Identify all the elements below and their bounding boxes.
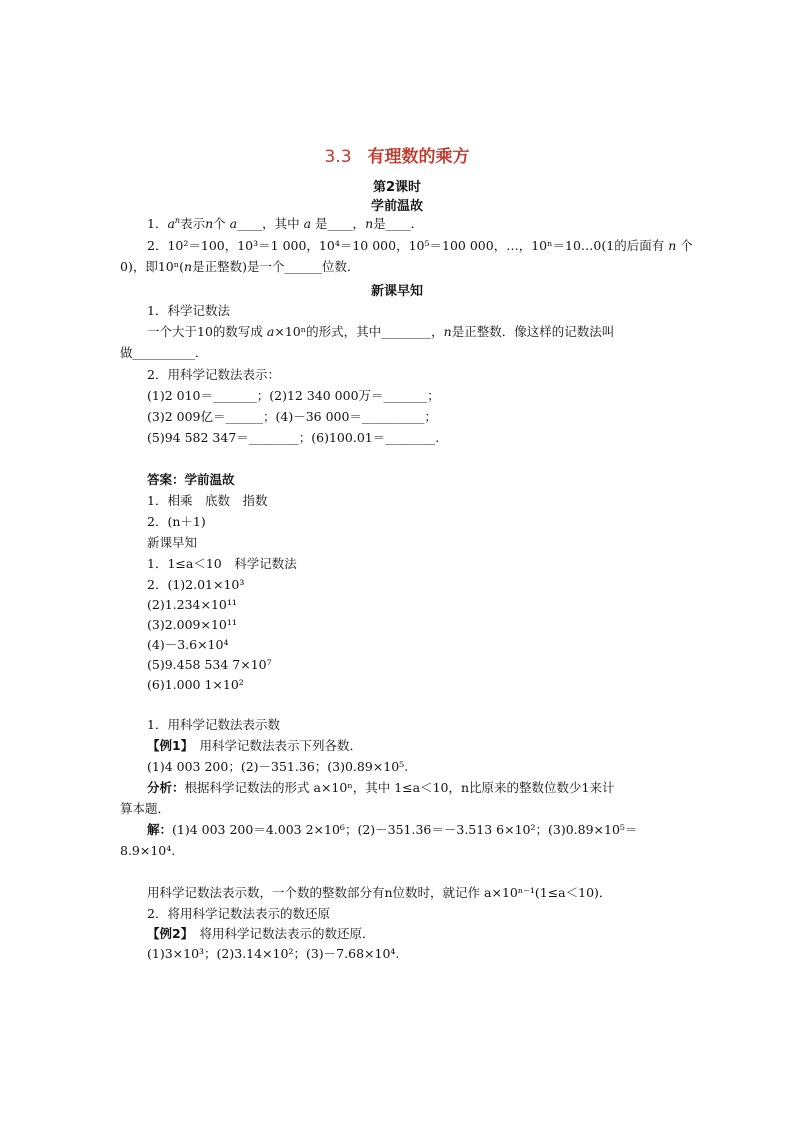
section-number: 3.3 <box>324 147 352 167</box>
answer-new-1: 1．1≤a＜10 科学记数法 <box>147 556 297 571</box>
answer-new-2-6: (6)1.000 1×10² <box>147 677 244 692</box>
answer-new-2-5: (5)9.458 534 7×10⁷ <box>147 657 272 672</box>
answer-new-2-1: 2．(1)2.01×10³ <box>147 577 245 592</box>
lesson-subtitle: 第2课时 <box>372 180 422 195</box>
knowledge-1-heading: 1．科学记数法 <box>147 303 230 318</box>
example-1-items: (1)4 003 200；(2)－351.36；(3)0.89×10⁵. <box>147 759 409 774</box>
knowledge-2-row-3: (5)94 582 347＝________；(6)100.01＝________. <box>147 430 440 445</box>
answer-new-2-2: (2)1.234×10¹¹ <box>147 597 237 612</box>
knowledge-2-row-1: (1)2 010＝_______；(2)12 340 000万＝_______； <box>147 388 440 403</box>
example-section-2-heading: 2．将用科学记数法表示的数还原 <box>147 906 330 921</box>
analysis-line-2: 算本题． <box>120 801 171 816</box>
answer-1: 1．相乘 底数 指数 <box>147 493 268 508</box>
answer-new-2-4: (4)－3.6×10⁴ <box>147 637 229 652</box>
title-text: 有理数的乘方 <box>367 147 470 167</box>
knowledge-2-heading: 2．用科学记数法表示： <box>147 367 280 382</box>
knowledge-2-row-2: (3)2 009亿＝______；(4)－36 000＝__________； <box>147 409 437 424</box>
answer-new-2-3: (3)2.009×10¹¹ <box>147 617 237 632</box>
section-heading-review: 学前温故 <box>370 199 423 214</box>
knowledge-1-line-1: 一个大于10的数写成 a×10ⁿ的形式，其中________，n是正整数．像这样的记数法叫 <box>147 324 615 339</box>
question-2-line-2: 0)，即10ⁿ(n是正整数)是一个______位数． <box>120 259 360 274</box>
example-2-items: (1)3×10³；(2)3.14×10²；(3)－7.68×10⁴. <box>147 946 400 961</box>
method-note: 用科学记数法表示数，一个数的整数部分有n位数时，就记作 a×10ⁿ⁻¹(1≤a＜10)． <box>147 885 612 900</box>
answer-2: 2．(n＋1) <box>147 514 206 529</box>
answers-new-heading: 新课早知 <box>147 535 198 550</box>
example-2: 【例2】 将用科学记数法表示的数还原． <box>147 926 375 941</box>
example-section-1-heading: 1．用科学记数法表示数 <box>147 717 280 732</box>
solution-line-2: 8.9×10⁴. <box>120 843 176 858</box>
solution-line-1: 解：(1)4 003 200＝4.003 2×10⁶；(2)－351.36＝－3.513 6×10²；(3)0.89×10⁵＝ <box>147 822 638 837</box>
question-1: 1．$a^n$表示n个 a____，其中 a 是____，n是____． <box>147 216 424 231</box>
section-heading-new: 新课早知 <box>370 284 423 299</box>
example-1: 【例1】 用科学记数法表示下列各数． <box>147 738 362 753</box>
analysis-line-1: 分析：根据科学记数法的形式 a×10ⁿ，其中 1≤a＜10，n比原来的整数位数少1来计 <box>147 780 615 795</box>
answers-heading: 答案：学前温故 <box>147 472 235 487</box>
knowledge-1-line-2: 做__________． <box>120 345 208 360</box>
page-title <box>0 142 794 167</box>
question-2-line-1: 2．10²＝100，10³＝1 000，10⁴＝10 000，10⁵＝100 000，…，10ⁿ＝10…0(1的后面有 n 个 <box>147 238 693 253</box>
